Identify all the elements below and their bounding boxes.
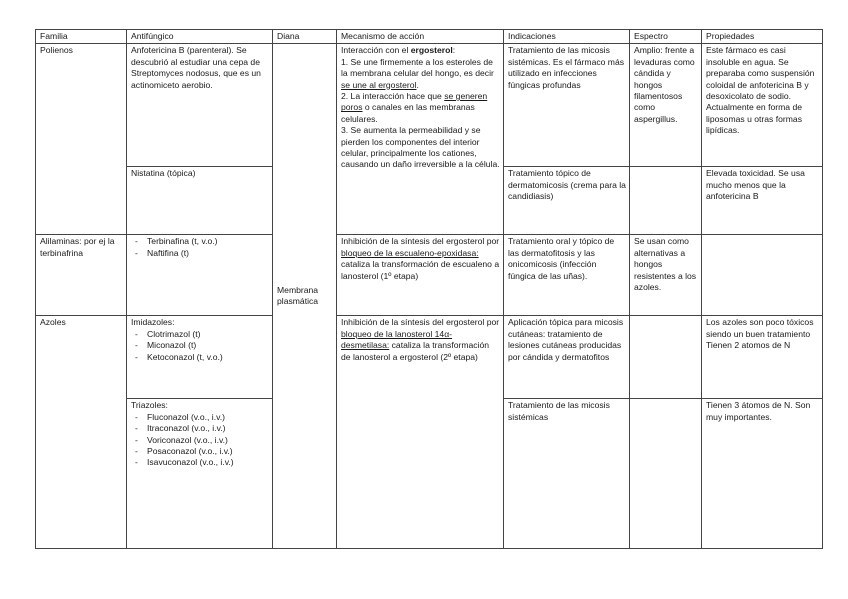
antifungico-anfotericina: Anfotericina B (parenteral). Se descubrió al estudiar una cepa de Streptomyces nodosus, que es un actinomiceto aerobio. (127, 44, 273, 167)
mecanismo-polienos: Interacción con el ergosterol: 1. Se une firmemente a los esteroles de la membrana celular del hongo, es decir se une al ergosterol. 2. La interacción hace que se generen poros o canales en las membranas celulares. 3. Se aumenta la permeabilidad y se pierden los componentes del interior celular, principalmente los cationes, causando un daño irreversible a la célula. (337, 44, 504, 235)
mecanismo-alilaminas: Inhibición de la síntesis del ergosterol por bloqueo de la escualeno-epoxidasa: cataliza la transformación de escualeno a lanosterol (1º etapa) (337, 235, 504, 316)
indicaciones-alilaminas: Tratamiento oral y tópico de las dermatofitosis y las onicomicosis (infección fúngica de las uñas). (504, 235, 630, 316)
propiedades-triazoles: Tienen 3 átomos de N. Son muy importantes. (702, 399, 823, 549)
mecanismo-azoles: Inhibición de la síntesis del ergosterol por bloqueo de la lanosterol 14α-desmetilasa: cataliza la transformación de lanosterol a ergosterol (2º etapa) (337, 316, 504, 549)
antifungico-triazoles: Triazoles: - Fluconazol (v.o., i.v.) - Itraconazol (v.o., i.v.) - Voriconazol (v.o., i.v.) - Posaconazol (v.o., i.v.) - Isavuconazol (v.o., i.v.) (127, 399, 273, 549)
antifungico-alilaminas: - Terbinafina (t, v.o.) - Naftifina (t) (127, 235, 273, 316)
espectro-empty (630, 167, 702, 235)
antifungico-nistatina: Nistatina (tópica) (127, 167, 273, 235)
espectro-alilaminas: Se usan como alternativas a hongos resistentes a los azoles. (630, 235, 702, 316)
table-row (36, 235, 823, 316)
espectro-empty (630, 316, 702, 399)
header-espectro: Espectro (630, 30, 702, 44)
espectro-polienos: Amplio: frente a levaduras como cándida y hongos filamentosos como aspergillus. (630, 44, 702, 167)
table-row (36, 316, 823, 399)
header-antifungico: Antifúngico (127, 30, 273, 44)
header-propiedades: Propiedades (702, 30, 823, 44)
header-row (36, 30, 823, 44)
familia-azoles: Azoles (36, 316, 127, 549)
espectro-empty (630, 399, 702, 549)
propiedades-empty (702, 235, 823, 316)
antifungico-imidazoles: Imidazoles: - Clotrimazol (t) - Miconazol (t) - Ketoconazol (t, v.o.) (127, 316, 273, 399)
indicaciones-imidazoles: Aplicación tópica para micosis cutáneas: tratamiento de lesiones cutáneas producidas por cándida y dermatofitos (504, 316, 630, 399)
diana-cell: Membrana plasmática (273, 44, 337, 549)
indicaciones-nistatina: Tratamiento tópico de dermatomicosis (crema para la candidiasis) (504, 167, 630, 235)
propiedades-nistatina: Elevada toxicidad. Se usa mucho menos que la anfotericina B (702, 167, 823, 235)
propiedades-imidazoles: Los azoles son poco tóxicos siendo un buen tratamiento Tienen 2 atomos de N (702, 316, 823, 399)
header-mecanismo: Mecanismo de acción (337, 30, 504, 44)
familia-alilaminas: Alilaminas: por ej la terbinafrina (36, 235, 127, 316)
table-row (36, 44, 823, 167)
header-diana: Diana (273, 30, 337, 44)
header-indicaciones: Indicaciones (504, 30, 630, 44)
indicaciones-anfotericina: Tratamiento de las micosis sistémicas. Es el fármaco más utilizado en infecciones fúngicas profundas (504, 44, 630, 167)
header-familia: Familia (36, 30, 127, 44)
familia-polienos: Polienos (36, 44, 127, 235)
propiedades-anfotericina: Este fármaco es casi insoluble en agua. Se preparaba como suspensión coloidal de anfotericina B y desoxicolato de sodio. Actualmente en forma de liposomas u otras formas lipídicas. (702, 44, 823, 167)
indicaciones-triazoles: Tratamiento de las micosis sistémicas (504, 399, 630, 549)
antifungal-table (35, 29, 823, 549)
